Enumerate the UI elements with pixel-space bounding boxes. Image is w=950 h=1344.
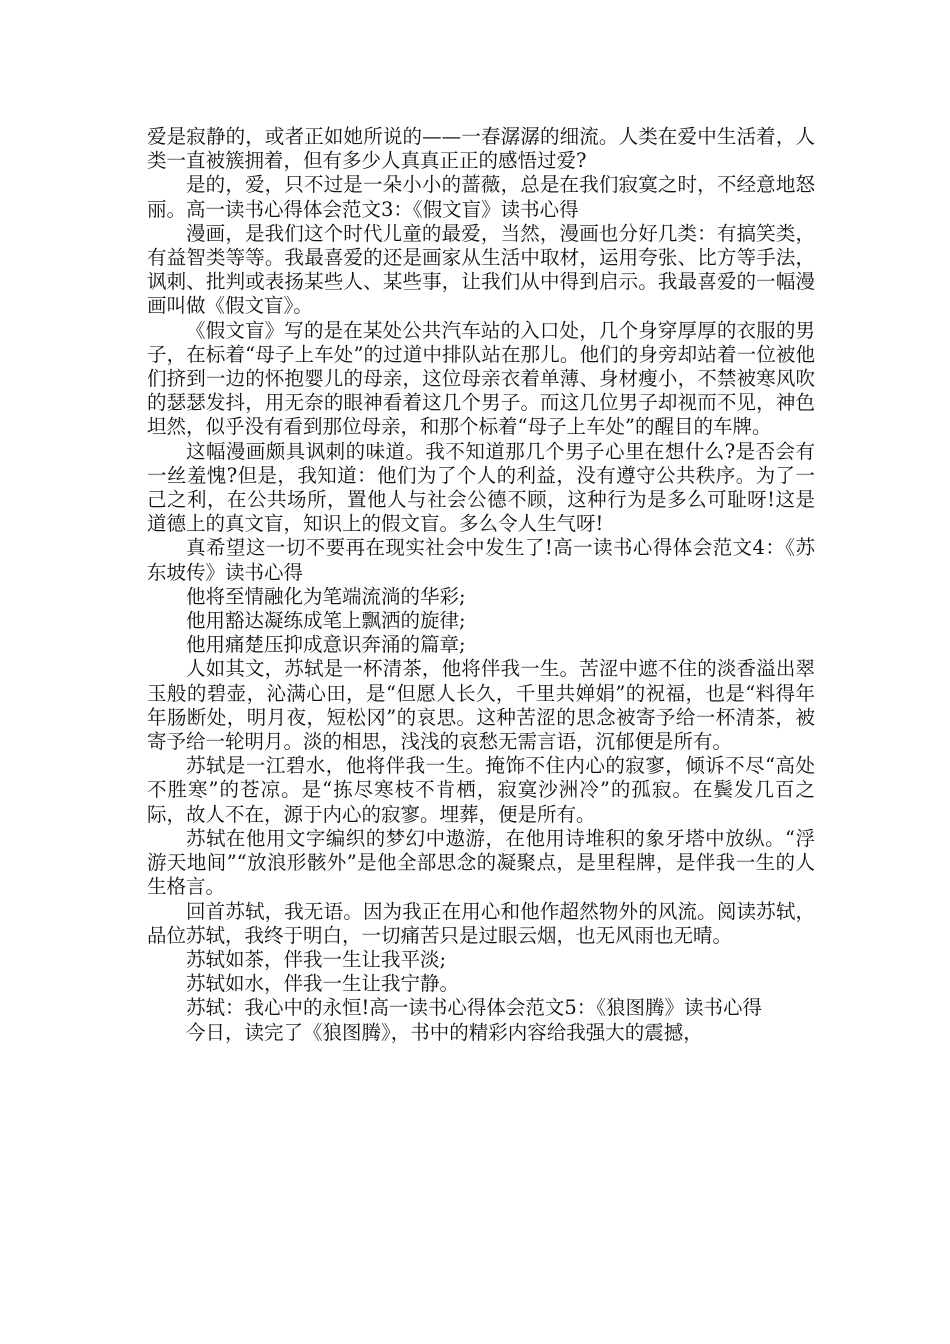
paragraph: 苏轼如茶，伴我一生让我平淡; (186, 947, 447, 971)
paragraph: 回首苏轼，我无语。因为我正在用心和他作超然物外的风流。阅读苏轼，品位苏轼，我终于明白，一切痛苦只是过眼云烟，也无风雨也无晴。 (147, 899, 815, 947)
paragraph: 是的，爱，只不过是一朵小小的蔷薇，总是在我们寂寞之时，不经意地怒丽。高一读书心得体会范文3：《假文盲》读书心得 (147, 173, 815, 221)
paragraph: 他将至情融化为笔端流淌的华彩; (186, 584, 466, 608)
paragraph: 《假文盲》写的是在某处公共汽车站的入口处，几个身穿厚厚的衣服的男子，在标着“母子上车处”的过道中排队站在那儿。他们的身旁却站着一位被他们挤到一边的怀抱婴儿的母亲，这位母亲衣着单薄、身材瘦小，不禁被寒风吹的瑟瑟发抖，用无奈的眼神看着这几个男子。而这几位男子却视而不见，神色坦然，似乎没有看到那位母亲，和那个标着“母子上车处”的醒目的车牌。 (147, 318, 815, 439)
paragraph: 这幅漫画颇具讽刺的味道。我不知道那几个男子心里在想什么?是否会有一丝羞愧?但是，我知道：他们为了个人的利益，没有遵守公共秩序。为了一己之利，在公共场所，置他人与社会公德不顾，这种行为是多么可耻呀!这是道德上的真文盲，知识上的假文盲。多么令人生气呀! (147, 439, 815, 536)
paragraph: 他用豁达凝练成笔上飘洒的旋律; (186, 609, 466, 633)
paragraph: 苏轼如水，伴我一生让我宁静。 (186, 972, 460, 996)
document-page (147, 125, 815, 1045)
paragraph: 苏轼在他用文字编织的梦幻中遨游，在他用诗堆积的象牙塔中放纵。“浮游天地间”“放浪形骸外”是他全部思念的凝聚点，是里程牌，是伴我一生的人生格言。 (147, 826, 815, 899)
paragraph: 人如其文，苏轼是一杯清茶，他将伴我一生。苦涩中遮不住的淡香溢出翠玉般的碧壶，沁满心田，是“但愿人长久，千里共婵娟”的祝福，也是“料得年年肠断处，明月夜，短松冈”的哀思。这种苦涩的思念被寄予给一杯清茶，被寄予给一轮明月。淡的相思，浅浅的哀愁无需言语，沉郁便是所有。 (147, 657, 815, 754)
paragraph: 爱是寂静的，或者正如她所说的——一春潺潺的细流。人类在爱中生活着，人类一直被簇拥着，但有多少人真真正正的感悟过爱? (147, 125, 815, 173)
paragraph: 今日，读完了《狼图腾》，书中的精彩内容给我强大的震撼， (186, 1020, 703, 1044)
paragraph: 真希望这一切不要再在现实社会中发生了!高一读书心得体会范文4：《苏东坡传》读书心得 (147, 536, 815, 584)
paragraph: 苏轼：我心中的永恒!高一读书心得体会范文5：《狼图腾》读书心得 (186, 996, 762, 1020)
paragraph: 漫画，是我们这个时代儿童的最爱，当然，漫画也分好几类：有搞笑类，有益智类等等。我最喜爱的还是画家从生活中取材，运用夸张、比方等手法，讽刺、批判或表扬某些人、某些事，让我们从中得到启示。我最喜爱的一幅漫画叫做《假文盲》。 (147, 221, 815, 318)
paragraph: 他用痛楚压抑成意识奔涌的篇章; (186, 633, 466, 657)
paragraph: 苏轼是一江碧水，他将伴我一生。掩饰不住内心的寂寥，倾诉不尽“高处不胜寒”的苍凉。是“拣尽寒枝不肯栖，寂寞沙洲冷”的孤寂。在鬓发几百之际，故人不在，源于内心的寂寥。埋葬，便是所有。 (147, 754, 815, 826)
